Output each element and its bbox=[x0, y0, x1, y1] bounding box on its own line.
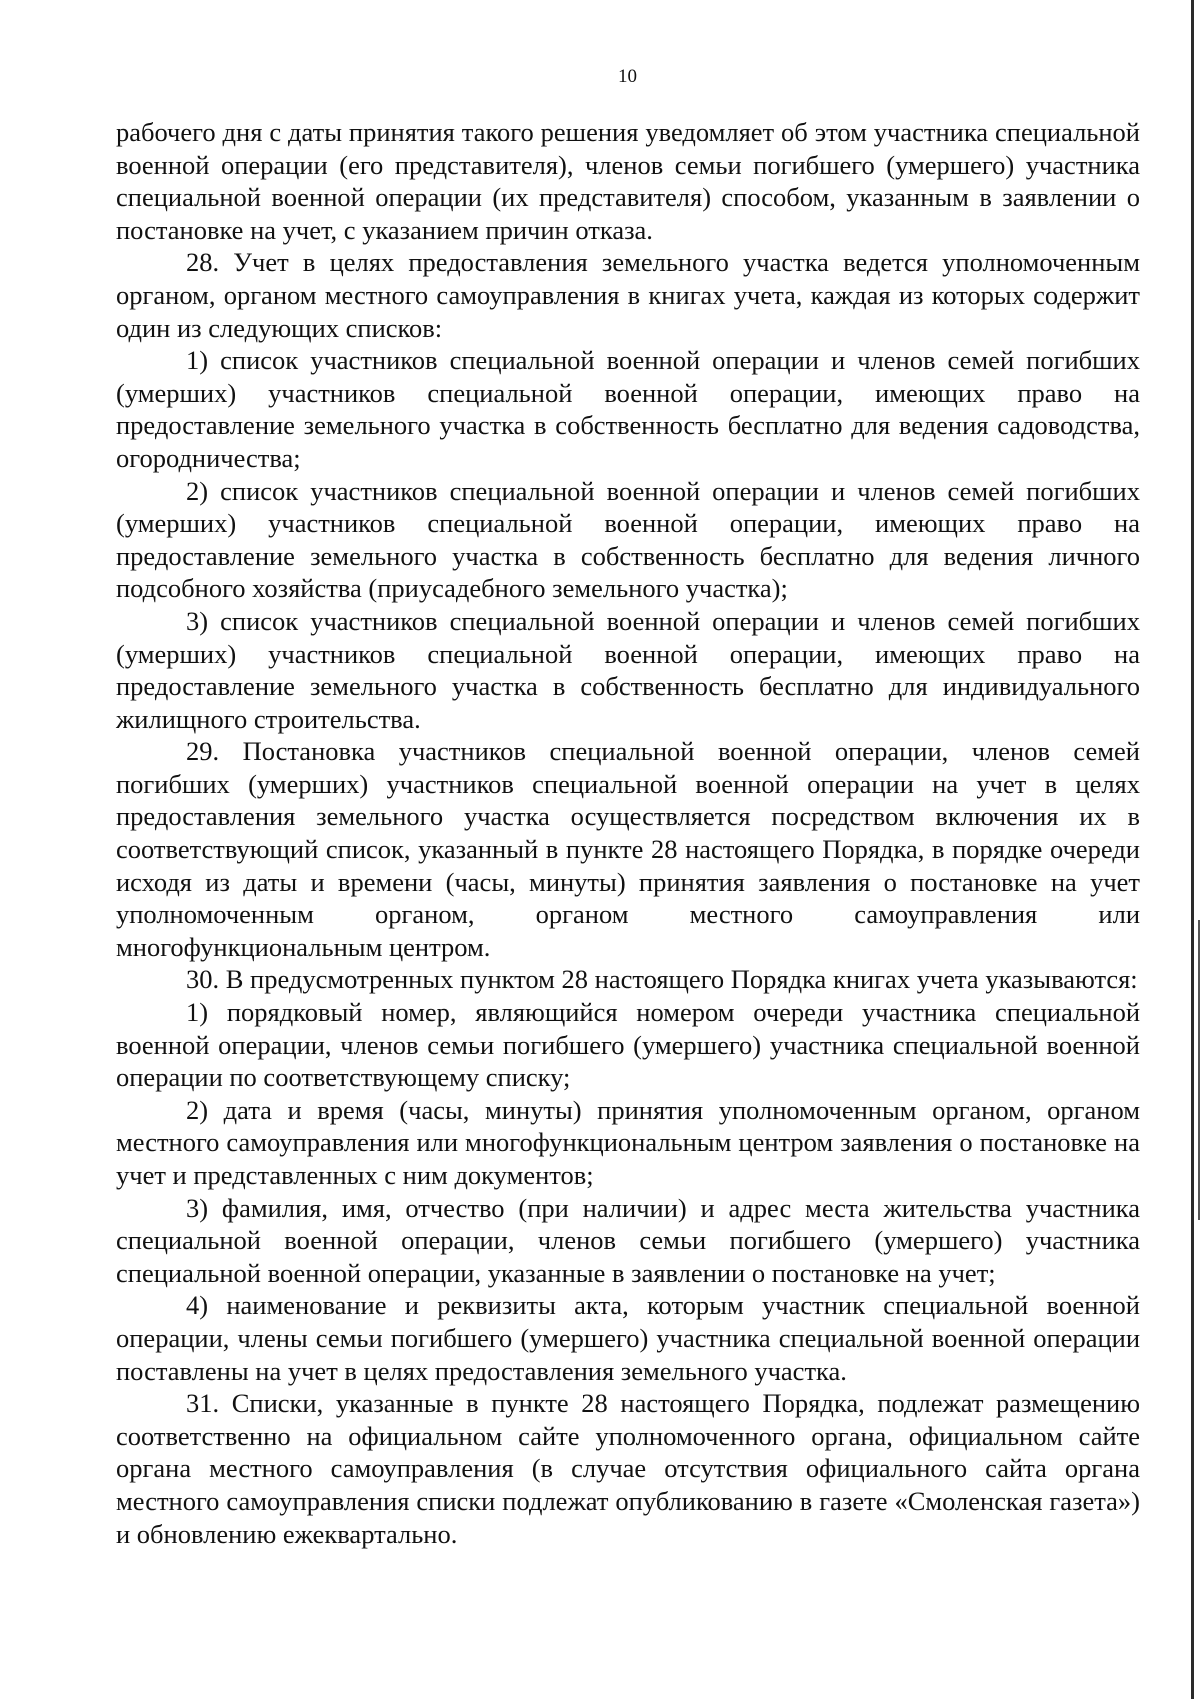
paragraph-28-subitem-3: 3) список участников специальной военной операции и членов семей погибших (умерших) участников специальной военной операции, имеющих право на предоставление земельного участка в собственность бесплатно для индивидуального жилищного строительства. bbox=[116, 605, 1140, 734]
paragraph-30-subitem-4: 4) наименование и реквизиты акта, которым участник специальной военной операции, члены семьи погибшего (умершего) участника специальной военной операции поставлены на учет в целях предоставления земельного участка. bbox=[116, 1290, 1140, 1386]
paragraph-item-30: 30. В предусмотренных пунктом 28 настоящего Порядка книгах учета указываются: bbox=[186, 964, 1138, 995]
paragraph-item-31: 31. Списки, указанные в пункте 28 настоящего Порядка, подлежат размещению соответственно на официальном сайте уполномоченного органа, официальном сайте органа местного самоуправления (в случае отсутствия официального сайта органа местного самоуправления списки подлежат опубликованию в газете «Смоленская газета») и обновлению ежеквартально. bbox=[116, 1388, 1140, 1549]
paragraph-30-subitem-3: 3) фамилия, имя, отчество (при наличии) и адрес места жительства участника специальной военной операции, членов семьи погибшего (умершего) участника специальной военной операции, указанные в заявлении о постановке на учет; bbox=[116, 1192, 1140, 1288]
scan-edge-line bbox=[1191, 0, 1194, 1699]
page-number: 10 bbox=[618, 66, 637, 87]
document-body bbox=[116, 116, 1140, 1550]
paragraph-30-subitem-2: 2) дата и время (часы, минуты) принятия уполномоченным органом, органом местного самоуправления или многофункциональным центром заявления о постановке на учет и представленных с ним документов; bbox=[116, 1094, 1140, 1190]
paragraph-30-subitem-1: 1) порядковый номер, являющийся номером очереди участника специальной военной операции, членов семьи погибшего (умершего) участника специальной военной операции по соответствующему списку; bbox=[116, 997, 1140, 1093]
paragraph-item-29: 29. Постановка участников специальной военной операции, членов семей погибших (умерших) участников специальной военной операции на учет в целях предоставления земельного участка осуществляется посредством включения их в соответствующий список, указанный в пункте 28 настоящего Порядка, в порядке очереди исходя из даты и времени (часы, минуты) принятия заявления о постановке на учет уполномоченным органом, органом местного самоуправления или многофункциональным центром. bbox=[116, 736, 1140, 962]
paragraph-continuation: рабочего дня с даты принятия такого решения уведомляет об этом участника специальной военной операции (его представителя), членов семьи погибшего (умершего) участника специальной военной операции (их представителя) способом, указанным в заявлении о постановке на учет, с указанием причин отказа. bbox=[116, 117, 1140, 245]
paragraph-28-subitem-1: 1) список участников специальной военной операции и членов семей погибших (умерших) участников специальной военной операции, имеющих право на предоставление земельного участка в собственность бесплатно для ведения садоводства, огородничества; bbox=[116, 345, 1140, 473]
paragraph-28-subitem-2: 2) список участников специальной военной операции и членов семей погибших (умерших) участников специальной военной операции, имеющих право на предоставление земельного участка в собственность бесплатно для ведения личного подсобного хозяйства (приусадебного земельного участка); bbox=[116, 475, 1140, 604]
paragraph-item-28: 28. Учет в целях предоставления земельного участка ведется уполномоченным органом, органом местного самоуправления в книгах учета, каждая из которых содержит один из следующих списков: bbox=[116, 247, 1140, 343]
